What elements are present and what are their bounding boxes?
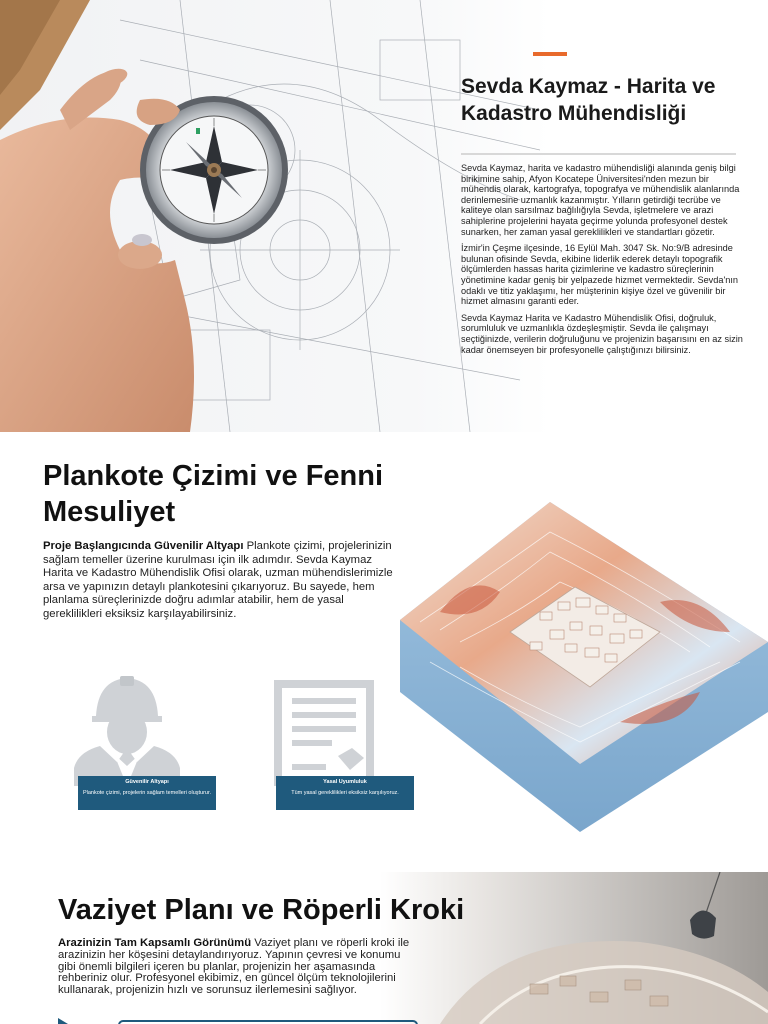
document-icon: [272, 678, 376, 788]
accent-line: [533, 52, 567, 56]
body-text: Vaziyet planı ve röperli kroki ile arazinizin her köşesini detaylandırıyoruz. Yapının çevresi ve konumu gibi önemli bilgileri içeren bu planlar, projenizin her aşamasında rehberiniz olur. Profesyonel ekibimiz, en güncel ölçüm teknolojilerini kullanarak, projenizin hızlı ve sorunsuz ilerlemesini sağlıyor.: [58, 937, 410, 997]
lead-text: Arazinizin Tam Kapsamlı Görünümü: [58, 937, 252, 949]
intro-paragraph: Sevda Kaymaz, harita ve kadastro mühendisliği alanında geniş bilgi birikimine sahip, Afyon Kocatepe Üniversitesi'nden mezun bir mühendis olarak, kartografya, topografya ve mühendislik alanlarında derinlemesine uzmanlık kazanmıştır. Yılların getirdiği tecrübe ve kaliteye olan sarsılmaz bağlılığıyla Sevda, işletmelere ve arazi sahiplerine projelerini hayata geçirme yolunda profesyonel destek sunarken, her zaman yasal gereklilikleri ve standartları gözetir.: [461, 163, 740, 237]
intro-paragraph: Sevda Kaymaz Harita ve Kadastro Mühendislik Ofisi, doğruluk, sorumluluk ve uzmanlıkla özdeşleşmiştir. Sevda ile çalışmayı seçtiğinizde, verilerin doğruluğunu ve projenizin başarısını en az sizin kadar önemseyen bir profesyonelle çalıştığınızı bilirsiniz.: [461, 312, 743, 355]
card-title: Güvenilir Altyapı: [125, 779, 169, 785]
engineer-icon: [72, 676, 182, 786]
arrow-icon: [58, 1018, 68, 1024]
intro-text: [461, 163, 748, 361]
card-title: Yasal Uyumluluk: [323, 779, 367, 785]
info-box: [118, 1020, 418, 1024]
card-label: [276, 776, 414, 810]
divider: [461, 153, 736, 155]
intro-section: [0, 0, 768, 432]
section-heading: Vaziyet Planı ve Röperli Kroki: [58, 894, 465, 926]
lead-text: Proje Başlangıcında Güvenilir Altyapı: [43, 540, 244, 552]
feature-card: [72, 676, 218, 816]
card-label: [78, 776, 216, 810]
vaziyet-section: [0, 872, 768, 1024]
page-title: Sevda Kaymaz - Harita ve Kadastro Mühendisliği: [461, 75, 716, 125]
terrain-model-image: [400, 502, 768, 852]
plankote-section: [0, 432, 768, 872]
card-text: Plankote çizimi, projelerin sağlam temelleri oluşturur.: [82, 790, 212, 796]
body-text: Plankote çizimi, projelerinizin sağlam temeller üzerine kurulması için ilk adımdır. Sevda Kaymaz Harita ve Kadastro Mühendislik Ofisi olarak, uzman mühendislerimizle arsa ve yapınızın detaylı plankotesini çıkarıyoruz. Bu sayede, hem planlama süreçlerinizde doğru adımlar atabilir, hem de yasal gereklilikleri eksiksiz karşılayabilirsiniz.: [43, 540, 393, 620]
card-text: Tüm yasal gereklilikleri eksiksiz karşılıyoruz.: [291, 790, 399, 796]
section-text: [43, 540, 398, 622]
section-heading: Plankote Çizimi ve Fenni Mesuliyet: [43, 460, 384, 528]
feature-card: [272, 676, 418, 816]
intro-paragraph: İzmir'in Çeşme ilçesinde, 16 Eylül Mah. 3047 Sk. No:9/B adresinde bulunan ofisinde Sevda, ekibine liderlik ederek detaylı topografik ölçümlerden hassas harita çizimlerine ve kadastro süreçlerinin yönetimine kadar geniş bir yelpazede hizmet vermektedir. Sevda'nın odaklı ve titiz yaklaşımı, her müşterinin kişiye özel ve güvenilir bir hizmet almasını garanti eder.: [461, 243, 739, 307]
section-text: [58, 938, 418, 997]
